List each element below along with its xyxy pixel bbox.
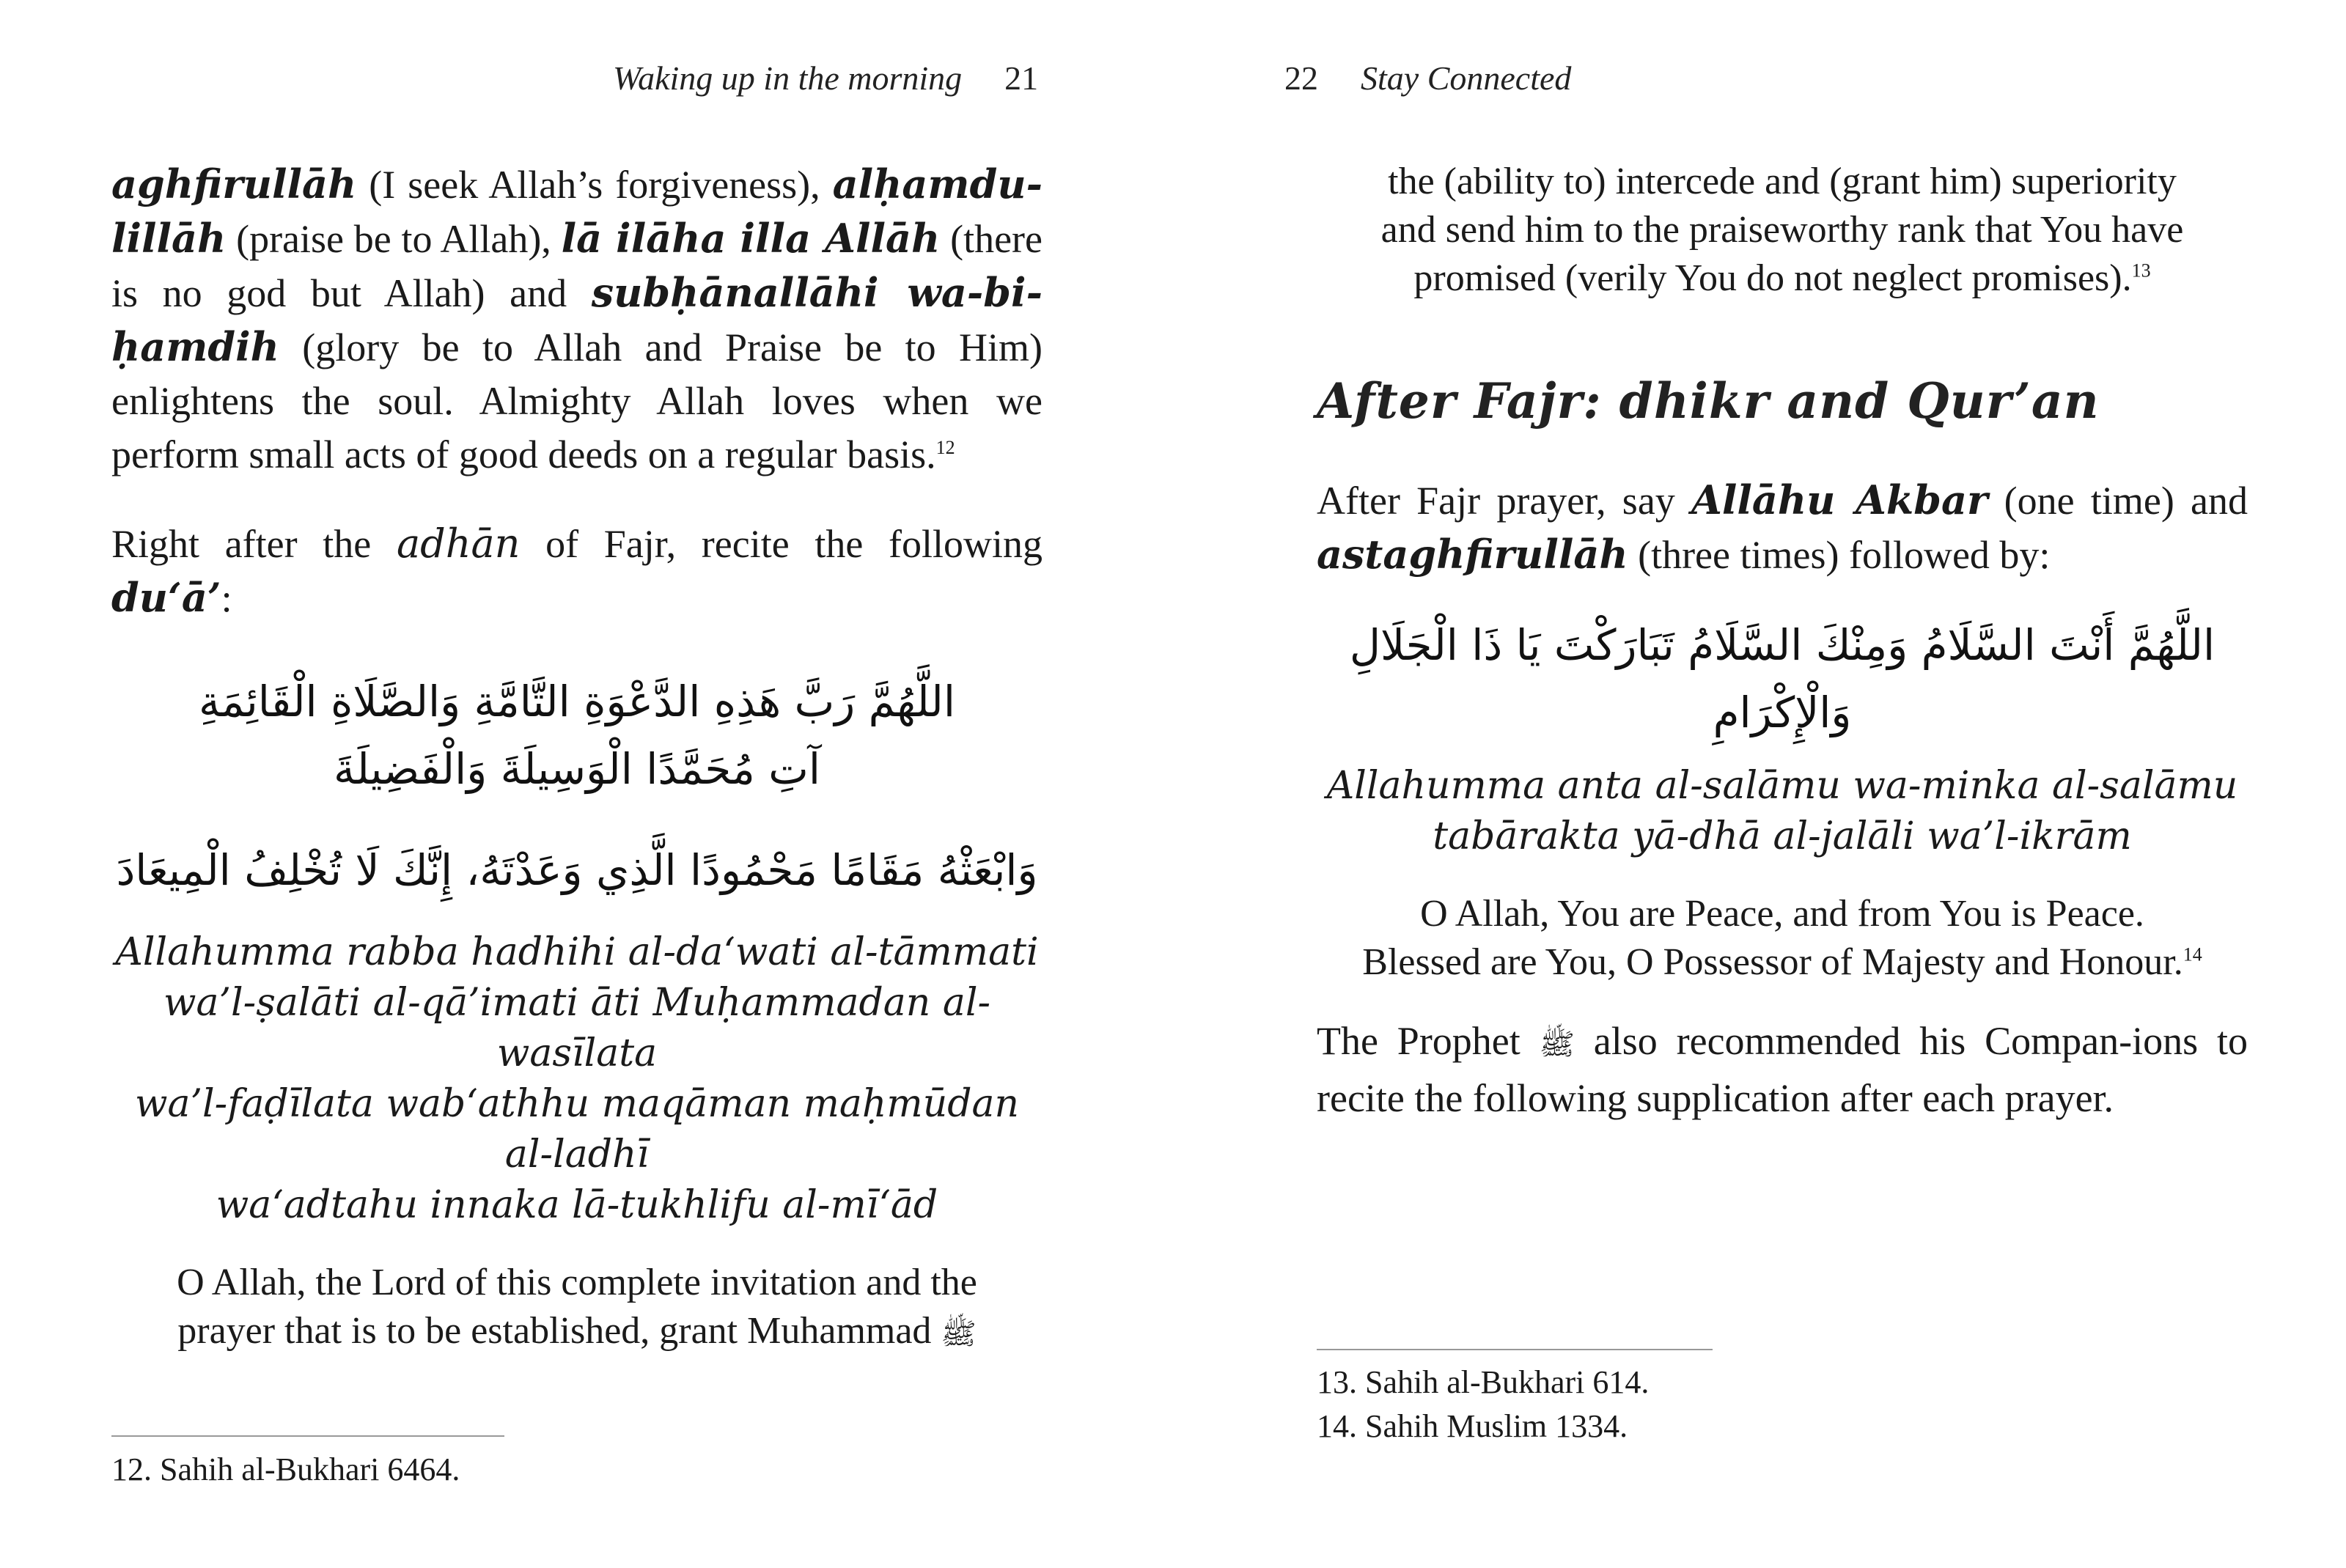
- page-number: 21: [1004, 59, 1039, 97]
- term: astaghfirullāh: [1317, 531, 1628, 578]
- footnote-divider: [1317, 1349, 1713, 1350]
- text: of Fajr, recite the following: [520, 522, 1043, 566]
- salawat-seal-icon: ﷺ: [1539, 1028, 1575, 1062]
- paragraph: [1317, 1015, 2248, 1125]
- text: Right after the: [111, 522, 397, 566]
- arabic-dua: [111, 668, 1043, 904]
- salawat-seal-icon: ﷺ: [941, 1317, 977, 1352]
- footnote: 13. Sahih al-Bukhari 614.: [1317, 1364, 1650, 1400]
- running-header: [1284, 59, 1571, 97]
- term: aghfirullāh: [111, 161, 357, 207]
- translation-line: [111, 1307, 1043, 1358]
- footnote: 14. Sahih Muslim 1334.: [1317, 1408, 1628, 1444]
- arabic-line: اللَّهُمَّ أَنْتَ السَّلَامُ وَمِنْكَ السَّلَامُ تَبَارَكْتَ يَا ذَا الْجَلَالِ وَالْإِكْرَامِ: [1349, 620, 2216, 737]
- translit-line: tabārakta yā-dhā al-jalāli wa’l-ikrām: [1433, 814, 2132, 858]
- continuation-line: and send him to the praiseworthy rank that You have: [1380, 209, 2184, 251]
- term: lā ilāha illa Allāh: [561, 215, 941, 262]
- arabic-line: اللَّهُمَّ رَبَّ هَذِهِ الدَّعْوَةِ التَّامَّةِ وَالصَّلَاةِ الْقَائِمَةِ: [199, 677, 955, 726]
- text: :: [221, 576, 232, 620]
- footnote-ref: 13: [2131, 260, 2151, 281]
- text: (praise be to Allah),: [226, 217, 562, 261]
- footnote-ref: 12: [935, 437, 955, 458]
- term: subḥānallāhi wa-bi-ḥamdih: [111, 269, 1043, 370]
- continuation-line: [1317, 254, 2248, 303]
- text: (there is no god but Allah) and: [111, 217, 1043, 315]
- continuation-text: [1317, 158, 2248, 303]
- header-title: Stay Connected: [1361, 59, 1572, 97]
- text: (one time) and: [1988, 479, 2248, 523]
- continuation-line: the (ability to) intercede and (grant him) superiority: [1388, 161, 2177, 202]
- term: Allāhu Akbar: [1691, 476, 1988, 523]
- text: prayer that is to be established, grant Muhammad: [177, 1310, 932, 1352]
- footnote-ref: 14: [2183, 943, 2202, 965]
- term: du‘ā’: [111, 574, 221, 621]
- text: also recommended his Compan-ions to recite the following supplication after each prayer.: [1317, 1019, 2248, 1121]
- translit-line: wa’l-ṣalāti al-qā’imati āti Muḥammadan al-wasīlata: [163, 981, 991, 1075]
- header-title: Waking up in the morning: [613, 59, 963, 97]
- translation: [1317, 890, 2248, 987]
- text: (three times) followed by:: [1628, 533, 2051, 577]
- footnote-divider: [111, 1435, 504, 1437]
- text: Blessed are You, O Possessor of Majesty and Honour.: [1362, 941, 2183, 983]
- footnote: 12. Sahih al-Bukhari 6464.: [111, 1451, 460, 1487]
- page-number: 22: [1284, 59, 1318, 97]
- text: After Fajr prayer, say: [1317, 479, 1691, 523]
- paragraph: [111, 517, 1043, 625]
- footnotes: [1317, 1361, 1649, 1449]
- transliteration: [1317, 761, 2248, 862]
- term: adhān: [396, 520, 521, 567]
- arabic-line: آتِ مُحَمَّدًا الْوَسِيلَةَ وَالْفَضِيلَةَ: [334, 744, 820, 794]
- translation-line: O Allah, You are Peace, and from You is Peace.: [1420, 893, 2144, 935]
- translation-line: O Allah, the Lord of this complete invitation and the: [177, 1262, 977, 1303]
- translation-line: [1317, 938, 2248, 987]
- text: The Prophet: [1317, 1019, 1540, 1063]
- section-heading: After Fajr: dhikr and Qur’an: [1317, 372, 2100, 430]
- translit-line: wa‘adtahu innaka lā-tukhlifu al-mī‘ād: [216, 1183, 938, 1227]
- text: (glory be to Allah and Praise be to Him) enlightens the soul. Almighty Allah loves when we perform small acts of good deeds on a regular basis.: [111, 325, 1043, 476]
- right-page: [1173, 0, 2346, 1568]
- translit-line: Allahumma rabba hadhihi al-da‘wati al-tāmmati: [115, 930, 1039, 974]
- right-body: [1317, 158, 2248, 1125]
- paragraph: [1317, 474, 2248, 582]
- transliteration: [111, 927, 1043, 1231]
- text: (I seek Allah’s forgiveness),: [356, 163, 833, 207]
- translit-line: Allahumma anta al-salāmu wa-minka al-salāmu: [1326, 764, 2238, 808]
- translit-line: wa’l-faḍīlata wab‘athhu maqāman maḥmūdan al-ladhī: [134, 1082, 1019, 1177]
- running-header: [613, 59, 1038, 97]
- term: alḥamdu-lillāh: [111, 161, 1043, 262]
- paragraph: [111, 158, 1043, 482]
- text: promised (verily You do not neglect promises).: [1413, 257, 2132, 299]
- translation: [111, 1259, 1043, 1358]
- left-body: [111, 158, 1043, 1358]
- arabic-line: وَابْعَثْهُ مَقَامًا مَحْمُودًا الَّذِي وَعَدْتَهُ، إِنَّكَ لَا تُخْلِفُ الْمِيعَادَ: [116, 845, 1038, 895]
